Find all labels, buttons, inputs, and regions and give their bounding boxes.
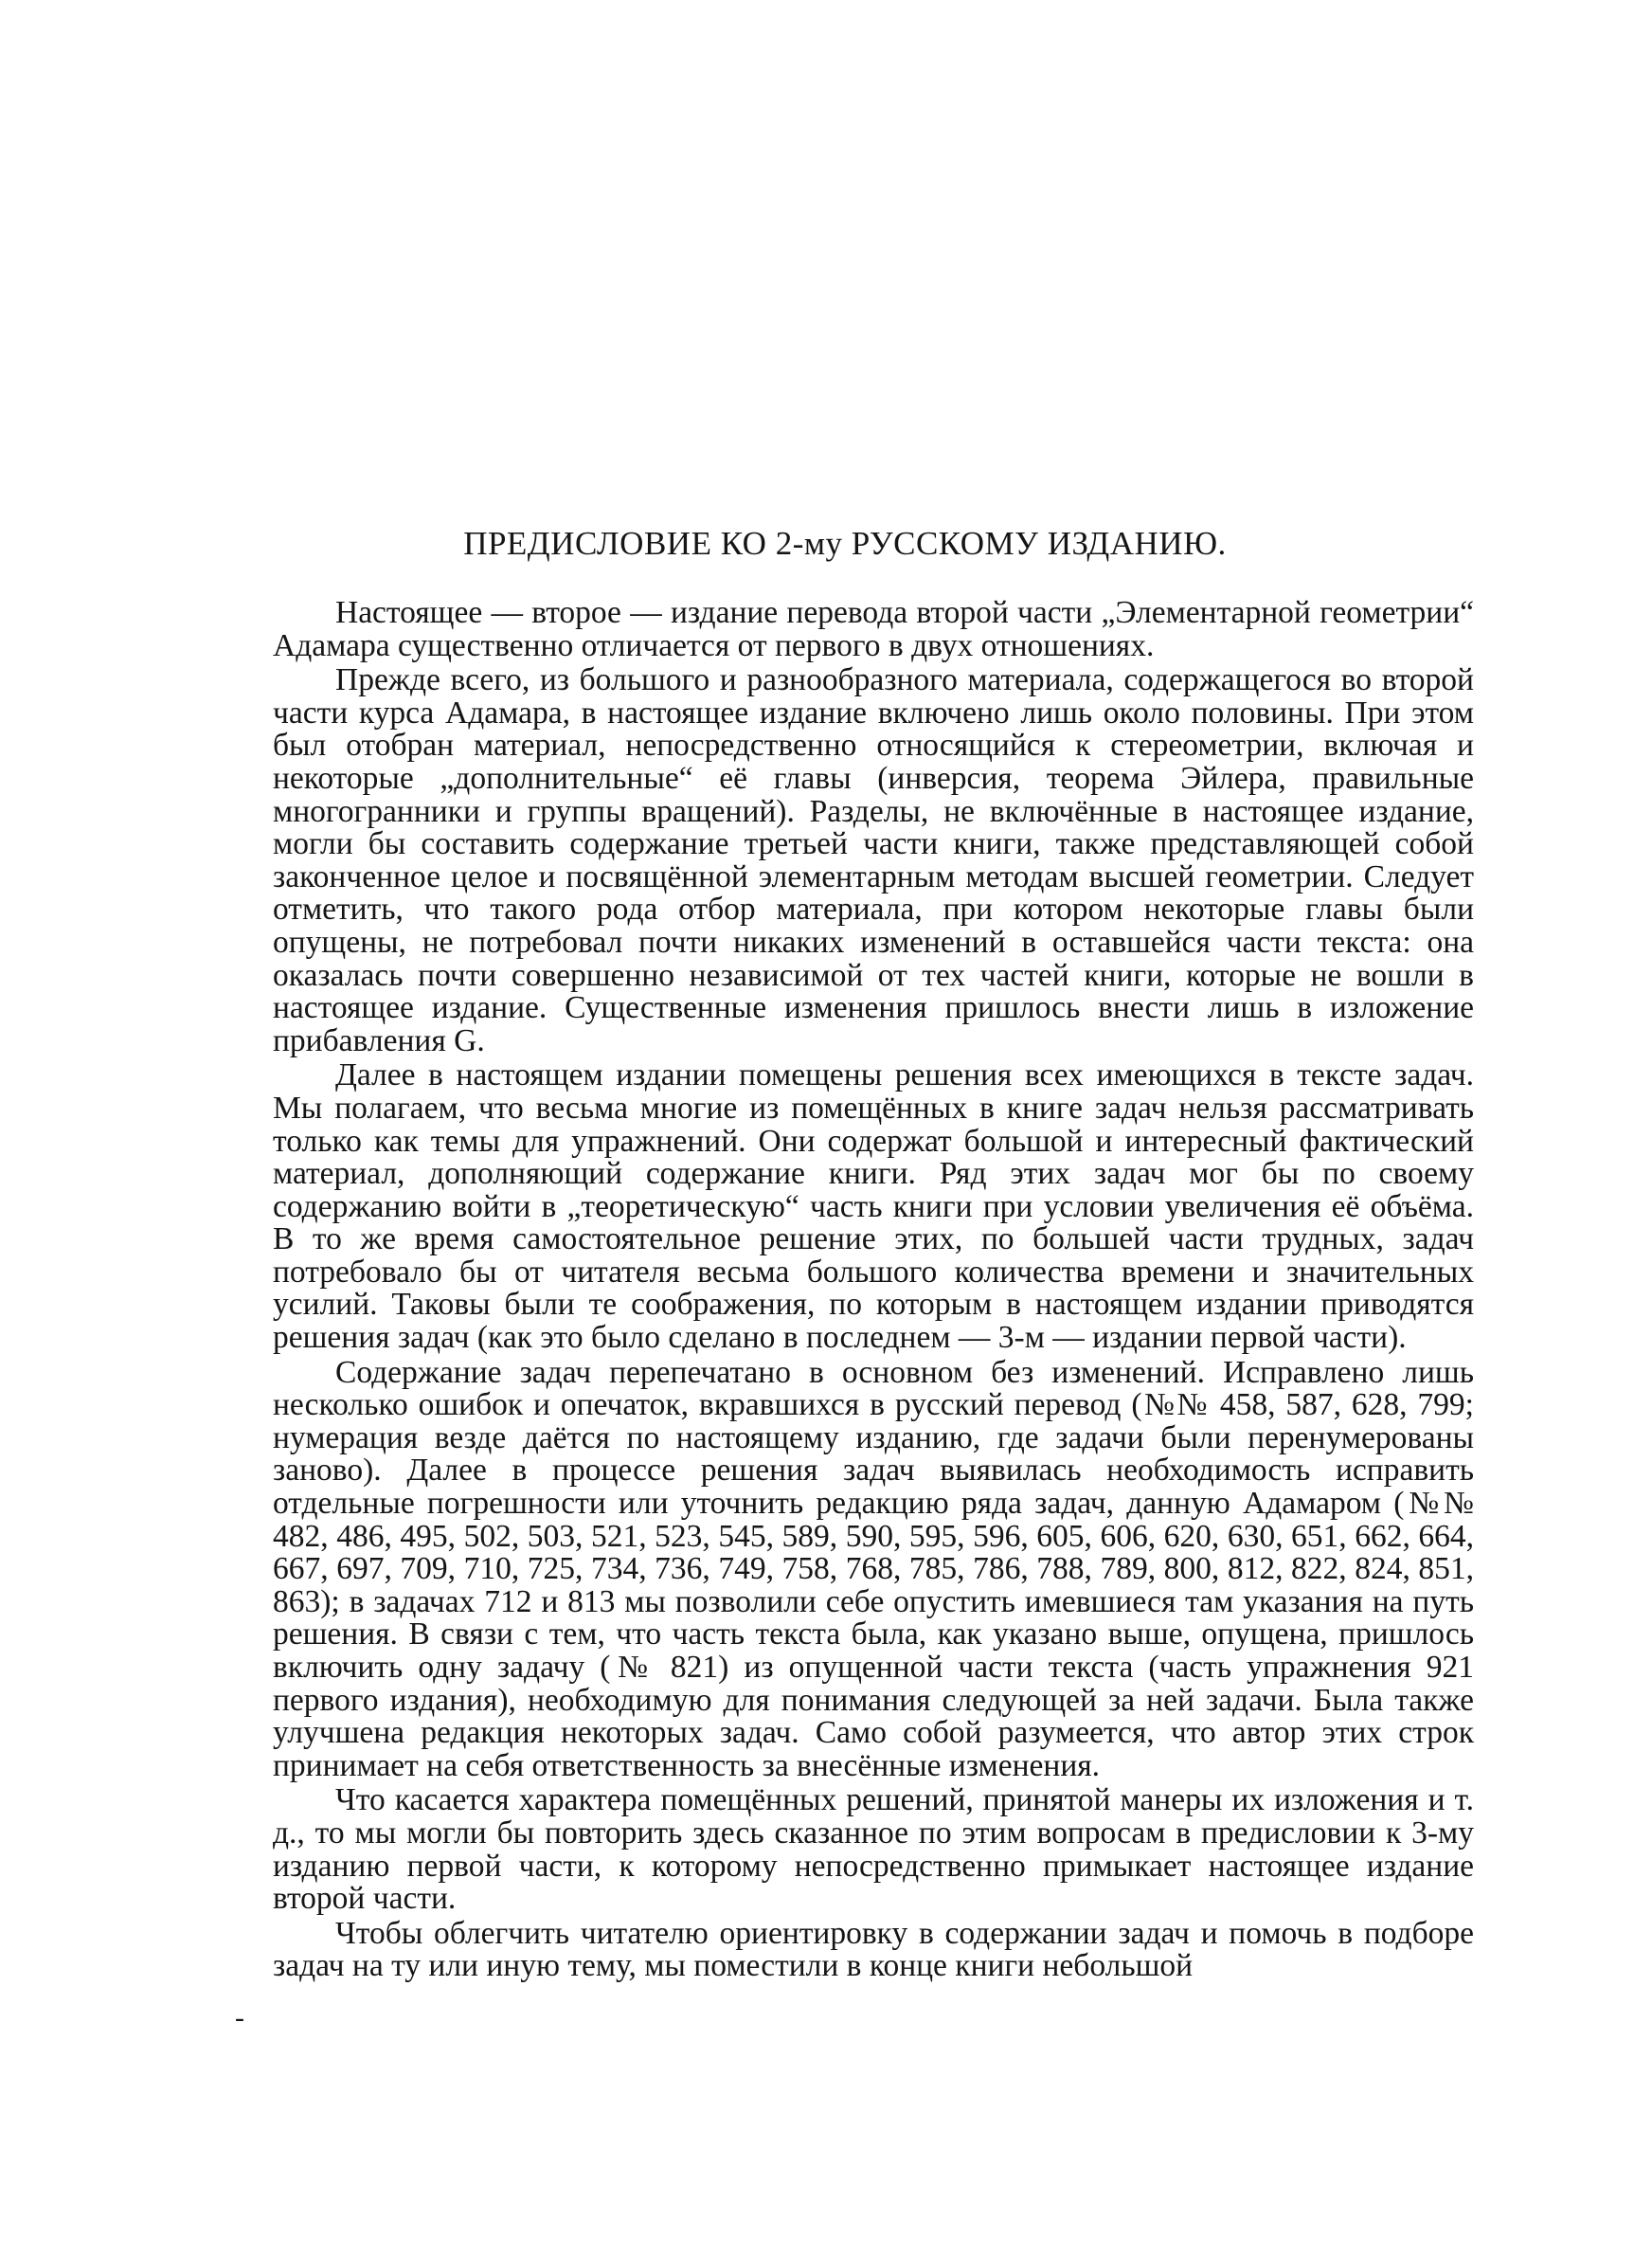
margin-mark: -: [235, 2002, 244, 2033]
paragraph-5: Что касается характера помещённых решений, принятой манеры их изложения и т. д., то мы могли бы повторить здесь сказанное по этим вопросам в предисловии к 3-му изданию первой части, к которому непосредственно примыкает настоящее издание второй части.: [273, 1782, 1474, 1917]
preface-body: [273, 597, 1474, 1985]
paragraph-1: Настоящее — второе — издание перевода второй части „Элементарной геометрии“ Адамара существенно отличается от первого в двух отношениях.: [273, 595, 1474, 663]
paragraph-3: Далее в настоящем издании помещены решения всех имеющихся в тексте задач. Мы полагаем, что весьма многие из помещённых в книге задач нельзя рассматривать только как темы для упражнений. Они содержат большой и интересный фактический материал, дополняющий содержание книги. Ряд этих задач мог бы по своему содержанию войти в „теоретическую“ часть книги при условии увеличения её объёма. В то же время самостоятельное решение этих, по большей части трудных, задач потребовало бы от читателя весьма большого количества времени и значительных усилий. Таковы были те соображения, по которым в настоящем издании приводятся решения задач (как это было сделано в последнем — 3-м — издании первой части).: [273, 1057, 1474, 1356]
paragraph-4: Содержание задач перепечатано в основном без изменений. Исправлено лишь несколько ошибок и опечаток, вкравшихся в русский перевод (№№ 458, 587, 628, 799; нумерация везде даётся по настоящему изданию, где задачи были перенумерованы заново). Далее в процессе решения задач выявилась необходимость исправить отдельные погрешности или уточнить редакцию ряда задач, данную Адамаром (№№ 482, 486, 495, 502, 503, 521, 523, 545, 589, 590, 595, 596, 605, 606, 620, 630, 651, 662, 664, 667, 697, 709, 710, 725, 734, 736, 749, 758, 768, 785, 786, 788, 789, 800, 812, 822, 824, 851, 863); в задачах 712 и 813 мы позволили себе опустить имевшиеся там указания на путь решения. В связи с тем, что часть текста была, как указано выше, опущена, пришлось включить одну задачу (№ 821) из опущенной части текста (часть упражнения 921 первого издания), необходимую для понимания следующей за ней задачи. Была также улучшена редакция некоторых задач. Само собой разумеется, что автор этих строк принимает на себя ответственность за внесённые изменения.: [273, 1354, 1474, 1783]
paragraph-6: Чтобы облегчить читателю ориентировку в содержании задач и помочь в подборе задач на ту или иную тему, мы поместили в конце книги небольшой: [273, 1915, 1474, 1984]
paragraph-2: Прежде всего, из большого и разнообразного материала, содержащегося во второй части курса Адамара, в настоящее издание включено лишь около половины. При этом был отобран материал, непосредственно относящийся к стереометрии, включая и некоторые „дополнительные“ её главы (инверсия, теорема Эйлера, правильные многогранники и группы вращений). Разделы, не включённые в настоящее издание, могли бы составить содержание третьей части книги, также представляющей собой законченное целое и посвящённой элементарным методам высшей геометрии. Следует отметить, что такого рода отбор материала, при котором некоторые главы были опущены, не потребовал почти никаких изменений в оставшейся части текста: она оказалась почти совершенно независимой от тех частей книги, которые не вошли в настоящее издание. Существенные изменения пришлось внести лишь в изложение прибавления G.: [273, 662, 1474, 1058]
page-title: ПРЕДИСЛОВИЕ КО 2-му РУССКОМУ ИЗДАНИЮ.: [463, 525, 1227, 562]
